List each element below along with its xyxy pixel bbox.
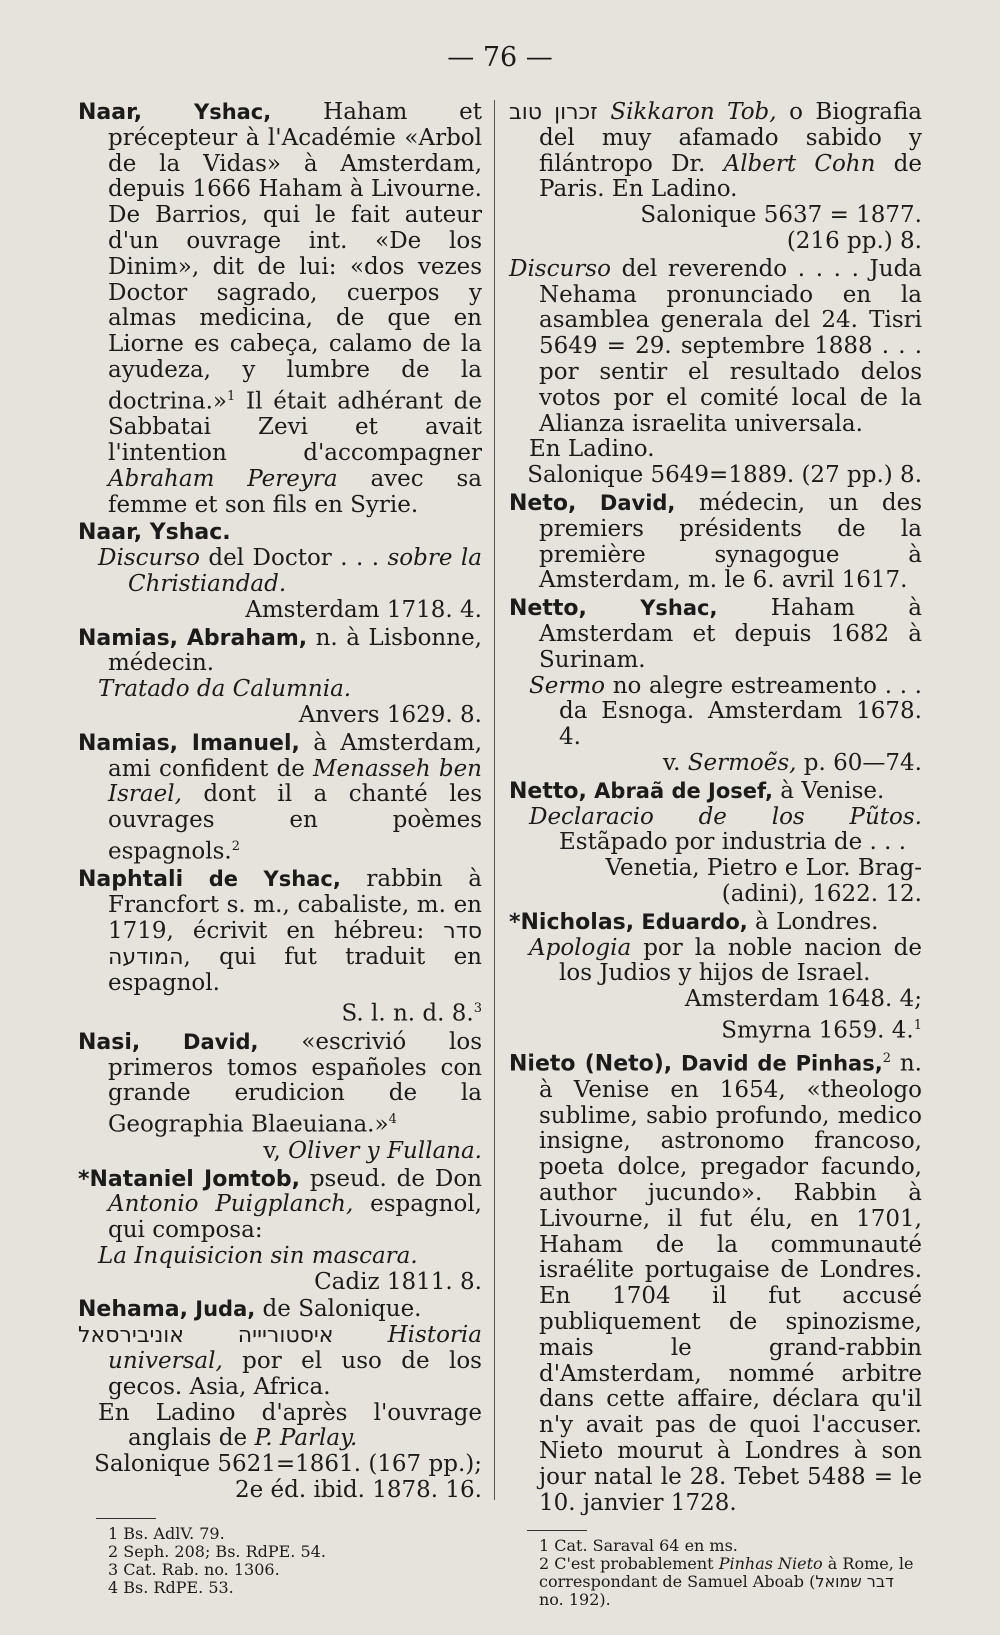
entry-text: por el uso de los gecos. Asia, Africa. [108, 1348, 482, 1400]
title-italic: La Inquisicion sin mascara. [98, 1242, 418, 1269]
hebrew-title: סדר המודעה [108, 919, 483, 970]
publication: Salonique 5649=1889. (27 pp.) 8. [527, 462, 922, 489]
entry-text: de Paris. En Ladino. [539, 150, 923, 203]
entry-italic: P. Parlay. [254, 1425, 358, 1452]
footnote: 2 C'est probablement Pinhas Nieto à Rome, le correspondant de Samuel Aboab (דבר שמואל no. 192). [539, 1554, 914, 1610]
headword: Naphtali [78, 867, 184, 893]
entry-italic: Menasseh ben Israel, [108, 755, 482, 808]
entry-text: En Ladino. [529, 436, 655, 463]
headword: Netto, [509, 778, 587, 804]
footnote-rule [527, 1530, 587, 1531]
footnote-rule [96, 1518, 156, 1519]
entry-italic: Sermoẽs, [687, 749, 797, 776]
publication: (216 pp.) 8. [786, 227, 922, 254]
footnote-ref: 4 [388, 1112, 397, 1128]
entry-text: de Salonique. [255, 1296, 422, 1323]
headword-rest: Yshac, [193, 100, 272, 124]
publication: Amsterdam 1648. 4; [684, 986, 922, 1013]
publication: 2e éd. ibid. 1878. 16. [234, 1477, 482, 1504]
headword: Naar, Yshac. [78, 520, 231, 546]
entry-text: «escrivió los primeros tomos españoles con grande erudicion de la Geographia Blaeuiana.» [108, 1028, 483, 1138]
entry-namias-abraham [78, 626, 482, 729]
headword: Nasi, [78, 1029, 141, 1055]
publication: Amsterdam 1718. 4. [245, 596, 482, 623]
headword-rest: David, [140, 1029, 259, 1054]
entry-italic: Oliver y Fullana. [288, 1137, 482, 1164]
entry-nieto-david [509, 1046, 922, 1516]
title-italic: Declaracio de los Pũtos. [529, 803, 922, 830]
headword: *Nataniel Jomtob, [78, 1166, 300, 1192]
entry-italic: Antonio Puigplanch, [108, 1191, 354, 1218]
entry-neto-david [509, 491, 922, 594]
title-italic: Historia universal, [108, 1322, 482, 1375]
headword: Namias, Abraham, [78, 625, 308, 651]
footnote-ref: 2 [882, 1051, 891, 1067]
headword: Nehama, [78, 1297, 188, 1323]
headword: Naar, [78, 100, 143, 125]
entry-netto-abraa [509, 779, 922, 908]
entry-nataniel-jomtob [78, 1167, 482, 1296]
entry-text: espagnol, qui composa: [108, 1191, 482, 1244]
left-column [78, 100, 482, 1597]
headword: Netto, [509, 596, 587, 622]
publication: S. l. n. d. 8. [341, 1001, 474, 1028]
footnote: 1 Bs. AdlV. 79. [108, 1523, 225, 1543]
see-ref: v, [263, 1137, 289, 1164]
publication: Salonique 5637 = 1877. [640, 202, 922, 229]
entry-discurso-nehama [509, 257, 922, 489]
page-number: — 76 — [447, 42, 553, 73]
hebrew-title: דבר שמואל [815, 1572, 894, 1592]
entry-text: En Ladino d'après l'ouvrage anglais de [98, 1399, 482, 1452]
entry-text: no alegre estreamento . . . da Esnoga. Amsterdam 1678. 4. [559, 672, 922, 751]
entry-text: por la noble nacion de los Judios y hijos de Israel. [559, 934, 922, 987]
entry-naar-yshac-2 [78, 520, 482, 623]
entry-italic: Abraham Pereyra [108, 465, 338, 492]
entry-italic: Albert Cohn [723, 150, 876, 177]
title-italic: Sikkaron Tob, [610, 99, 777, 125]
headword-rest: Abraã de Josef, [586, 778, 773, 803]
entry-text: n. à Lisbonne, médecin. [108, 624, 482, 677]
footnote: 2 Seph. 208; Bs. RdPE. 54. [108, 1541, 326, 1561]
title-italic: Apologia [529, 934, 632, 961]
entry-nehama-juda [78, 1297, 482, 1503]
headword-rest: Juda, [187, 1297, 256, 1322]
entry-text: Estãpado por industria de . . . [559, 829, 907, 856]
footnote: 1 Cat. Saraval 64 en ms. [539, 1536, 738, 1556]
right-column [509, 100, 922, 1609]
entry-namias-imanuel [78, 731, 482, 866]
entry-naar-yshac-1 [78, 100, 482, 518]
entry-text: o Biografia del muy afamado sabido y filántropo Dr. [539, 99, 923, 177]
headword-rest: Yshac, [586, 596, 718, 621]
publication: Venetia, Pietro e Lor. Brag- [605, 855, 922, 882]
publication: Cadiz 1811. 8. [314, 1268, 482, 1295]
entry-text: à Amsterdam, ami confident de [108, 729, 483, 782]
entry-text: del reverendo . . . . Juda Nehama pronunciado en la asamblea generala del 24. Tisri 5649 = 29. septembre 1888 . . . por sentir el resultado delos votos por el comité local de la Alianza israelita universala. [539, 255, 922, 437]
title-italic: Discurso [98, 545, 200, 572]
publication: Anvers 1629. 8. [298, 701, 482, 728]
entry-text: Haham et précepteur à l'Académie «Arbol de la Vidas» à Amsterdam, depuis 1666 Haham à Livourne. De Barrios, qui le fait auteur d'un ouvrage int. «De los Dinim», dit de lui: «dos vezes Doctor sagrado, cuerpos y almas medicina, de que en Liorne es cabeça, calamo de la ayudeza, y lumbre de la doctrina.» [108, 99, 483, 415]
column-divider [494, 100, 495, 1500]
entry-text: Haham à Amsterdam et depuis 1682 à Surinam. [539, 595, 922, 673]
entry-nicholas-eduardo [509, 910, 922, 1045]
entry-sikkaron-tob [509, 100, 922, 255]
headword: Nieto (Neto), [509, 1052, 673, 1077]
footnote: 4 Bs. RdPE. 53. [108, 1577, 234, 1597]
entry-text: dont il a chanté les ouvrages en poèmes espagnols. [108, 781, 482, 865]
title-italic: sobre la Christiandad. [128, 545, 482, 597]
publication: Smyrna 1659. 4. [721, 1017, 914, 1044]
footnote-ref: 3 [473, 1001, 482, 1017]
headword-rest: David, [576, 490, 676, 515]
entry-text: n. à Venise en 1654, «theologo sublime, sabio profundo, medico insigne, astronomo francoso, poeta dolce, pregador facundo, author jucundo». Rabbin à Livourne, il fut élu, en 1701, Haham de la communauté israélite portugaise de Londres. En 1704 il fut accusé publiquement de spinozisme, mais le grand-rabbin d'Amsterdam, nommé arbitre dans cette affaire, déclara qu'il n'y avait pas de quoi l'accuser. Nieto mourut à Londres à son jour natal le 28. Tebet 5488 = le 10. janvier 1728. [539, 1051, 922, 1516]
entry-text: pseud. de Don [299, 1165, 482, 1192]
entry-text: médecin, un des premiers présidents de la première synagogue à Amsterdam, m. le 6. avril 1617. [539, 489, 922, 594]
entry-text: del Doctor . . . [199, 545, 388, 572]
headword-rest: David de Pinhas, [672, 1052, 883, 1076]
headword: *Nicholas, [509, 909, 635, 935]
entry-text: avec sa femme et son fils en Syrie. [108, 465, 483, 518]
entry-nasi-david [78, 1030, 482, 1165]
title-italic: Discurso [509, 255, 611, 282]
see-ref: p. 60—74. [796, 749, 922, 776]
see-ref: v. [662, 749, 688, 776]
publication: Salonique 5621=1861. (167 pp.); [94, 1451, 482, 1478]
hebrew-title: איסטוריייה אוניבירסאל [78, 1323, 334, 1349]
headword-rest: de Yshac, [183, 867, 341, 892]
entry-netto-yshac [509, 596, 922, 777]
entry-text: Il était adhérant de Sabbatai Zevi et avait l'intention d'accompagner [108, 388, 482, 467]
entry-text: , qui fut traduit en espagnol. [108, 943, 482, 996]
entry-text: rabbin à Francfort s. m., cabaliste, m. en 1719, écrivit en hébreu: [108, 866, 482, 945]
title-italic: Sermo [529, 672, 606, 699]
title-italic: Tratado da Calumnia. [98, 676, 352, 703]
footnote-ref: 1 [913, 1017, 922, 1033]
headword: Namias, Imanuel, [78, 730, 300, 756]
hebrew-title: זכרון טוב [509, 100, 598, 125]
footnote: 3 Cat. Rab. no. 1306. [108, 1559, 280, 1579]
footnote-ref: 2 [231, 838, 240, 854]
footnote-ref: 1 [226, 388, 236, 404]
entry-text: à Venise. [772, 777, 885, 804]
entry-text: à Londres. [747, 908, 879, 935]
headword: Neto, [509, 490, 577, 516]
headword-rest: Eduardo, [634, 909, 748, 934]
entry-naphtali [78, 867, 482, 1027]
publication: (adini), 1622. 12. [721, 880, 922, 907]
